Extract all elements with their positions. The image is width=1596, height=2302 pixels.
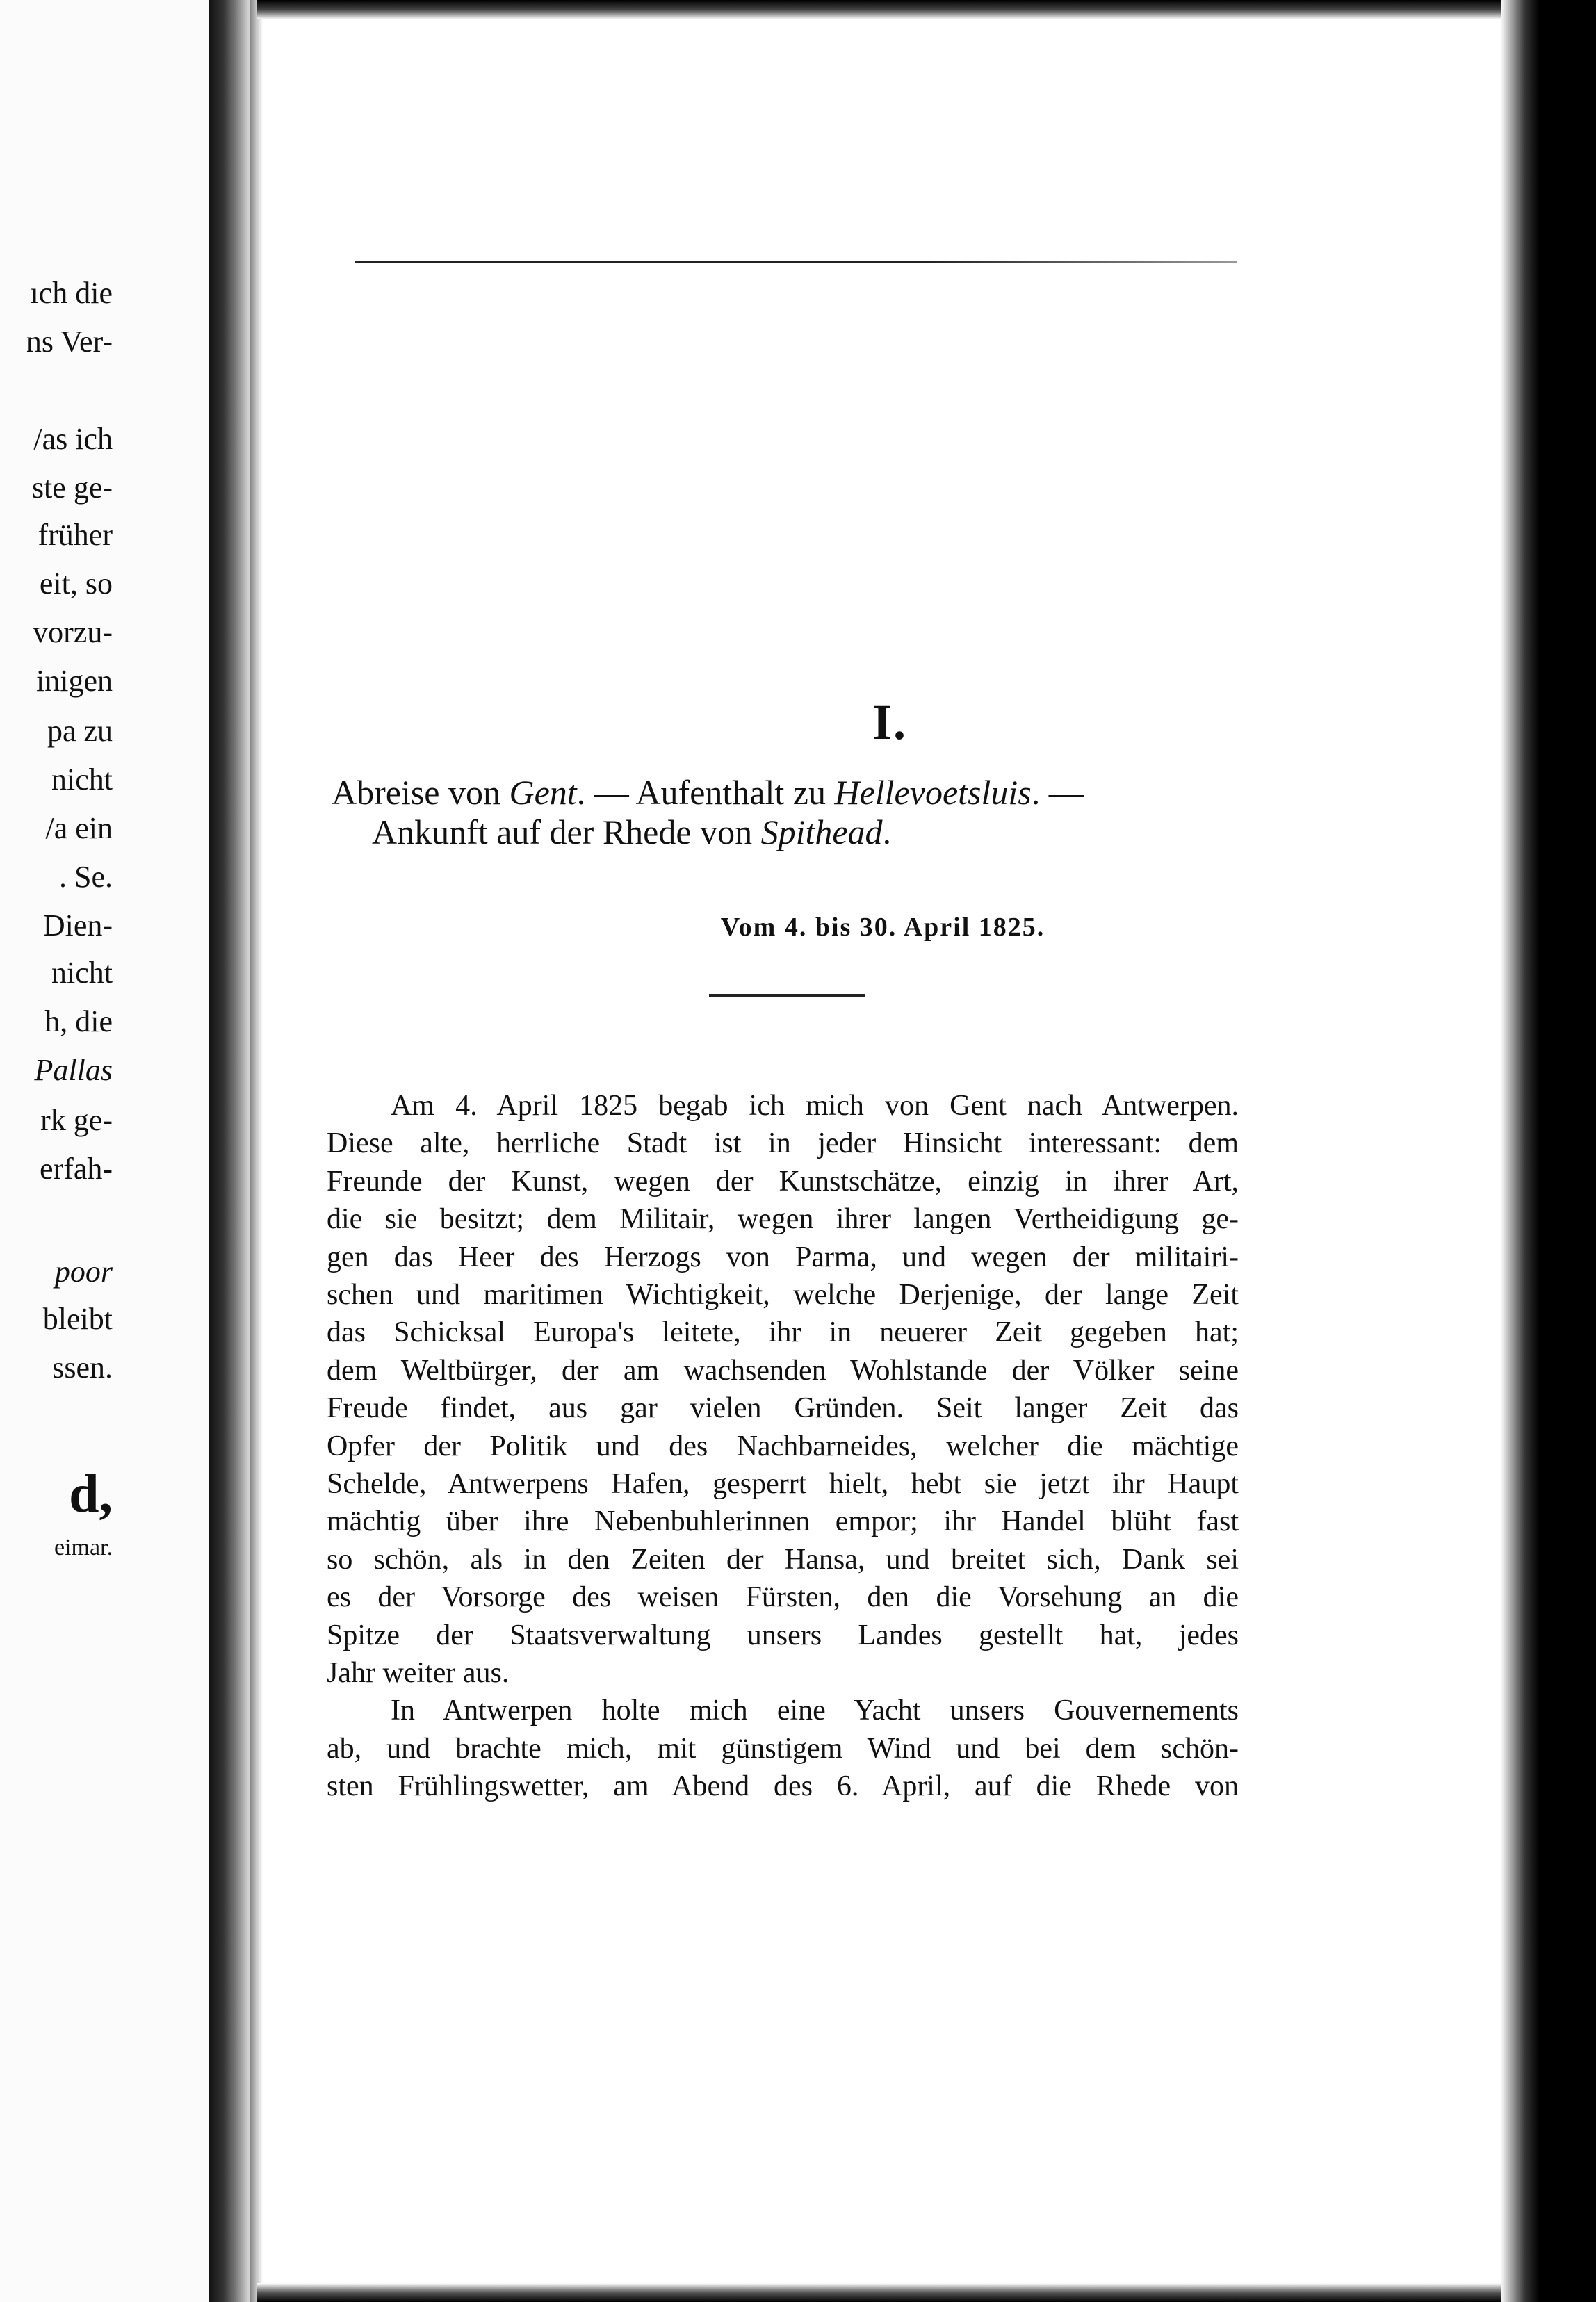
place-name: Hellevoetsluis	[834, 773, 1032, 812]
facing-page-line: ste ge-	[31, 471, 113, 505]
facing-page-line: eimar.	[54, 1535, 113, 1560]
place-name: Gent	[509, 773, 577, 812]
facing-page-line: /a ein	[45, 811, 113, 845]
facing-page-line: rk ge-	[40, 1103, 113, 1137]
facing-page-line: Pallas	[34, 1053, 113, 1087]
facing-page-line: ssen.	[52, 1350, 113, 1385]
facing-page-line: vorzu-	[33, 615, 113, 649]
facing-page-line: ns Ver-	[26, 325, 113, 359]
facing-page-line: /as ich	[33, 422, 113, 456]
body-line: Opfer der Politik und des Nachbarneides, welcher die mächtige	[327, 1430, 1239, 1462]
body-line: sten Frühlingswetter, am Abend des 6. April, auf die Rhede von	[327, 1770, 1239, 1802]
chapter-number: I.	[872, 694, 908, 750]
body-line: das Schicksal Europa's leitete, ihr in neuerer Zeit gegeben hat;	[327, 1316, 1239, 1348]
body-line: es der Vorsorge des weisen Fürsten, den die Vorsehung an die	[327, 1581, 1239, 1613]
facing-page-line: ıch die	[30, 276, 113, 310]
body-line: dem Weltbürger, der am wachsenden Wohlstande der Völker seine	[327, 1355, 1239, 1387]
facing-page-line: nicht	[51, 956, 113, 990]
body-line: Diese alte, herrliche Stadt ist in jeder Hinsicht interessant: dem	[327, 1127, 1239, 1159]
body-line: Am 4. April 1825 begab ich mich von Gent nach Antwerpen.	[391, 1090, 1239, 1122]
facing-page-line: erfah-	[39, 1152, 113, 1186]
facing-page-line: d,	[69, 1463, 113, 1524]
body-line: mächtig über ihre Nebenbuhlerinnen empor; ihr Handel blüht fast	[327, 1505, 1239, 1537]
body-line: Spitze der Staatsverwaltung unsers Landes gestellt hat, jedes	[327, 1619, 1239, 1651]
body-line: Freude findet, aus gar vielen Gründen. Seit langer Zeit das	[327, 1392, 1239, 1424]
facing-page-fragment	[0, 0, 209, 2302]
summary-text: .	[882, 813, 892, 851]
summary-text: . —	[1031, 773, 1084, 812]
book-page	[264, 21, 1501, 2280]
scan-bottom-edge	[257, 2283, 1501, 2302]
facing-page-line: pa zu	[47, 714, 113, 748]
body-line: schen und maritimen Wichtigkeit, welche Derjenige, der lange Zeit	[327, 1279, 1239, 1311]
facing-page-line: eit, so	[39, 566, 113, 601]
body-line: Jahr weiter aus.	[327, 1657, 510, 1689]
facing-page-line: inigen	[36, 664, 113, 698]
chapter-summary-line-2	[372, 815, 891, 849]
chapter-summary-line-1	[332, 775, 1084, 810]
facing-page-line: nicht	[51, 762, 113, 797]
gutter-shadow	[250, 0, 263, 2302]
facing-page-line: poor	[54, 1255, 113, 1289]
body-line: Freunde der Kunst, wegen der Kunstschätze, einzig in ihrer Art,	[327, 1166, 1239, 1198]
summary-text: Abreise von	[332, 773, 510, 812]
header-rule	[355, 261, 1237, 263]
place-name: Spithead	[760, 813, 883, 851]
facing-page-line: bleibt	[42, 1302, 113, 1336]
summary-text: Ankunft auf der Rhede von	[372, 813, 761, 851]
scan-right-edge	[1501, 0, 1596, 2302]
body-line: so schön, als in den Zeiten der Hansa, und breitet sich, Dank sei	[327, 1544, 1239, 1576]
body-line: In Antwerpen holte mich eine Yacht unsers Gouvernements	[391, 1695, 1239, 1726]
body-line: ab, und brachte mich, mit günstigem Wind und bei dem schön-	[327, 1733, 1239, 1765]
body-line: die sie besitzt; dem Militair, wegen ihrer langen Vertheidigung ge-	[327, 1203, 1239, 1235]
summary-text: . — Aufenthalt zu	[576, 773, 835, 812]
facing-page-line: h, die	[44, 1004, 113, 1038]
facing-page-line: früher	[38, 518, 113, 552]
facing-page-line: . Se.	[59, 860, 113, 894]
facing-page-line: Dien-	[42, 908, 113, 942]
chapter-date-range: Vom 4. bis 30. April 1825.	[720, 913, 1045, 942]
section-rule	[709, 994, 865, 997]
body-line: gen das Heer des Herzogs von Parma, und wegen der militairi-	[327, 1241, 1239, 1273]
scan-top-edge	[257, 0, 1501, 19]
body-line: Schelde, Antwerpens Hafen, gesperrt hielt, hebt sie jetzt ihr Haupt	[327, 1468, 1239, 1500]
